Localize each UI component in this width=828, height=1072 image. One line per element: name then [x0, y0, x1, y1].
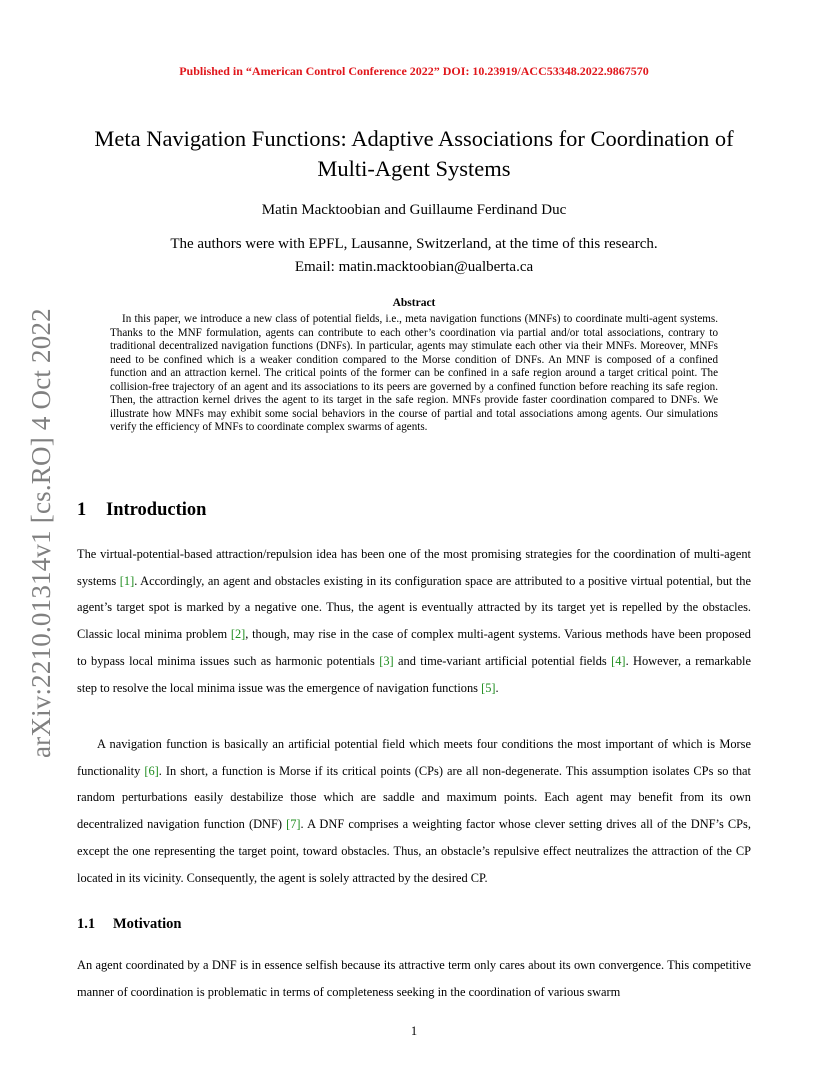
citation-link[interactable]: [3] — [379, 653, 394, 668]
section-title: Introduction — [106, 500, 207, 520]
citation-link[interactable]: [4] — [611, 653, 626, 668]
paper-title: Meta Navigation Functions: Adaptive Associations for Coordination of Multi-Agent Systems — [94, 126, 734, 181]
author-email: Email: matin.macktoobian@ualberta.ca — [294, 259, 534, 275]
citation-link[interactable]: [1] — [119, 573, 135, 588]
paragraph-motivation: An agent coordinated by a DNF is in essence selfish because its attractive term only cares about its own convergence. This competitive manner of coordination is problematic in terms of completeness seeking in the coordination of various swarm — [77, 958, 751, 999]
citation-link[interactable]: [5] — [481, 680, 496, 695]
arxiv-stamp: arXiv:2210.01314v1 [cs.RO] 4 Oct 2022 — [26, 308, 56, 758]
subsection-number: 1.1 — [77, 916, 96, 932]
paragraph-intro-1: The virtual-potential-based attraction/repulsion idea has been one of the most promising strategies for the coordination of multi-agent systems [1]. Accordingly, an agent and obstacles existing in its configuration space are attributed to a positive virtual potential, but the agent’s target spot is marked by a negative one. Thus, the agent is eventually attracted by its target yet is repelled by the obstacles. Classic local minima problem [2], though, may rise in the case of complex multi-agent systems. Various methods have been proposed to bypass local minima issues such as harmonic potentials [3] and time-variant artificial potential fields [4]. However, a remarkable step to resolve the local minima issue was the emergence of navigation functions [5]. — [77, 547, 751, 695]
page-number: 1 — [410, 1024, 418, 1038]
section-heading — [77, 500, 206, 521]
paragraph-intro-2: A navigation function is basically an artificial potential field which meets four conditions the most important of which is Morse functionality [6]. In short, a function is Morse if its critical points (CPs) are all non-degenerate. This assumption isolates CPs so that random perturbations easily destabilize those which are saddle and maximum points. Each agent may benefit from its own decentralized navigation function (DNF) [7]. A DNF comprises a weighting factor whose clever setting drives all of the DNF’s CPs, except the one representing the target point, toward obstacles. Thus, an obstacle’s repulsive effect neutralizes the attraction of the CP located in its vicinity. Consequently, the agent is solely attracted by the desired CP. — [77, 737, 751, 885]
citation-link[interactable]: [2] — [230, 627, 246, 642]
affiliation-block — [0, 233, 828, 279]
affiliation: The authors were with EPFL, Lausanne, Switzerland, at the time of this research. — [170, 236, 658, 252]
publication-note: Published in “American Control Conference 2022” DOI: 10.23919/ACC53348.2022.9867570 — [179, 64, 649, 78]
citation-link[interactable]: [7] — [286, 817, 301, 832]
citation-link[interactable]: [6] — [144, 763, 159, 778]
paper-authors: Matin Macktoobian and Guillaume Ferdinand Duc — [261, 202, 567, 218]
abstract-heading: Abstract — [392, 297, 436, 309]
subsection-title: Motivation — [113, 916, 182, 932]
abstract-text: In this paper, we introduce a new class of potential fields, i.e., meta navigation functions (MNFs) to coordinate multi-agent systems. Thanks to the MNF formulation, agents can contribute to each other’s coordination via partial and/or total associations, contrary to traditional decentralized navigation functions (DNFs). In particular, agents may stimulate each other via their MNFs. Moreover, MNFs need to be confined which is a weaker condition compared to the Morse condition of DNFs. An MNF is composed of a confined function and an attraction kernel. The critical points of the former can be confined in a safe region around a target critical point. The collision-free trajectory of an agent and its associations to its peers are governed by a confined function before reaching its safe region. Then, the attraction kernel drives the agent to its target in the safe region. MNFs provide faster coordination compared to DNFs. We illustrate how MNFs may exhibit some social behaviors in the course of partial and total associations among agents. Our simulations verify the efficiency of MNFs to coordinate complex swarms of agents. — [110, 313, 718, 433]
section-number: 1 — [77, 500, 87, 520]
subsection-heading — [77, 916, 181, 933]
